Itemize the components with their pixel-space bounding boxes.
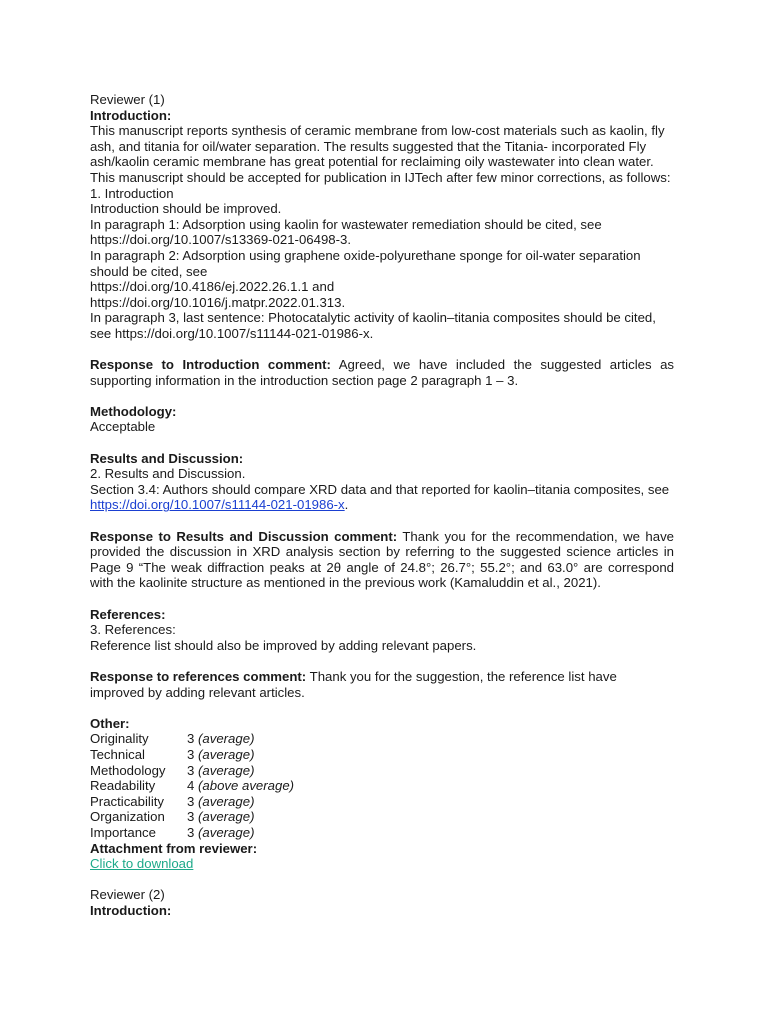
intro-line: see https://doi.org/10.1007/s11144-021-01986-x.	[90, 325, 374, 341]
reviewer-2-introduction-label: Introduction:	[90, 902, 172, 918]
score-rating: (average)	[198, 824, 255, 840]
attachment-label: Attachment from reviewer:	[90, 840, 258, 856]
results-response-label: Response to Results and Discussion comment:	[90, 528, 398, 544]
results-link-line	[90, 497, 674, 513]
score-label: Practicability	[90, 793, 165, 809]
intro-line: This manuscript reports synthesis of ceramic membrane from low-cost materials such as kaolin, fly	[90, 123, 665, 139]
intro-line: https://doi.org/10.1016/j.matpr.2022.01.313.	[90, 294, 346, 310]
score-label: Organization	[90, 809, 165, 825]
introduction-label: Introduction:	[90, 107, 172, 123]
download-link[interactable]: Click to download	[90, 856, 194, 872]
score-label: Importance	[90, 824, 156, 840]
score-value: 3	[187, 731, 195, 747]
score-label: Methodology	[90, 762, 166, 778]
score-row	[90, 747, 674, 763]
references-label: References:	[90, 606, 166, 622]
intro-line: should be cited, see	[90, 263, 208, 279]
intro-line: https://doi.org/10.1007/s13369-021-06498-3.	[90, 232, 352, 248]
score-value: 4	[187, 778, 195, 794]
references-response-text: Thank you for the suggestion, the reference list have	[309, 668, 617, 684]
results-line: Section 3.4: Authors should compare XRD data and that reported for kaolin–titania composites, see	[90, 481, 670, 497]
results-link-suffix: .	[344, 497, 349, 513]
score-rating: (above average)	[198, 778, 295, 794]
score-value: 3	[187, 824, 195, 840]
intro-line: https://doi.org/10.4186/ej.2022.26.1.1 and	[90, 279, 335, 295]
attachment-link-line	[90, 856, 674, 872]
score-row	[90, 731, 674, 747]
reviewer-1-heading: Reviewer (1)	[90, 92, 165, 107]
references-line: 3. References:	[90, 622, 176, 638]
score-rating: (average)	[198, 746, 255, 762]
intro-line: Introduction should be improved.	[90, 201, 282, 217]
score-row	[90, 794, 674, 810]
introduction-response	[90, 357, 674, 388]
score-rating: (average)	[198, 731, 255, 747]
intro-line: In paragraph 3, last sentence: Photocatalytic activity of kaolin–titania composites should be cited,	[90, 310, 656, 326]
score-value: 3	[187, 746, 195, 762]
introduction-response-text: Agreed, we have included the suggested articles as supporting information in the introduction section page 2 paragraph 1 – 3.	[90, 357, 675, 388]
score-row	[90, 763, 674, 779]
score-row	[90, 778, 674, 794]
score-rating: (average)	[198, 762, 255, 778]
intro-line: In paragraph 1: Adsorption using kaolin for wastewater remediation should be cited, see	[90, 216, 602, 232]
score-row	[90, 825, 674, 841]
intro-line: ash/kaolin ceramic membrane has great potential for reclaiming oily wastewater into clean water.	[90, 154, 654, 170]
intro-line: ash, and titania for oil/water separation. The results suggested that the Titania- incorporated Fly	[90, 138, 647, 154]
results-label: Results and Discussion:	[90, 450, 244, 466]
introduction-response-label: Response to Introduction comment:	[90, 357, 331, 373]
score-list	[90, 731, 674, 840]
intro-line: This manuscript should be accepted for publication in IJTech after few minor corrections, as follows:	[90, 169, 671, 185]
results-response-text: Thank you for the recommendation, we have provided the discussion in XRD analysis section by referring to the suggested science articles in Page 9 “The weak diffraction peaks at 2θ angle of 24.8°; 26.7°; 55.2°; and 63.0° are correspond with the kaolinite structure as mentioned in the previous work (Kamaluddin et al., 2021).	[90, 528, 674, 591]
score-label: Technical	[90, 746, 145, 762]
methodology-label: Methodology:	[90, 403, 177, 419]
score-row	[90, 809, 674, 825]
other-label: Other:	[90, 715, 130, 731]
score-value: 3	[187, 809, 195, 825]
score-label: Readability	[90, 778, 156, 794]
intro-line: 1. Introduction	[90, 185, 174, 201]
references-line: Reference list should also be improved by adding relevant papers.	[90, 637, 477, 653]
introduction-comment	[90, 123, 674, 341]
references-response-line: improved by adding relevant articles.	[90, 684, 305, 700]
score-rating: (average)	[198, 793, 255, 809]
intro-line: In paragraph 2: Adsorption using graphene oxide-polyurethane sponge for oil-water separation	[90, 247, 641, 263]
results-response	[90, 529, 674, 591]
results-doi-link[interactable]: https://doi.org/10.1007/s11144-021-01986-x	[90, 497, 345, 513]
methodology-text: Acceptable	[90, 419, 156, 435]
score-label: Originality	[90, 731, 149, 747]
reviewer-2-heading: Reviewer (2)	[90, 887, 165, 903]
results-line: 2. Results and Discussion.	[90, 466, 246, 482]
score-value: 3	[187, 762, 195, 778]
references-response	[90, 669, 674, 685]
score-rating: (average)	[198, 809, 255, 825]
references-response-label: Response to references comment:	[90, 668, 307, 684]
score-value: 3	[187, 793, 195, 809]
